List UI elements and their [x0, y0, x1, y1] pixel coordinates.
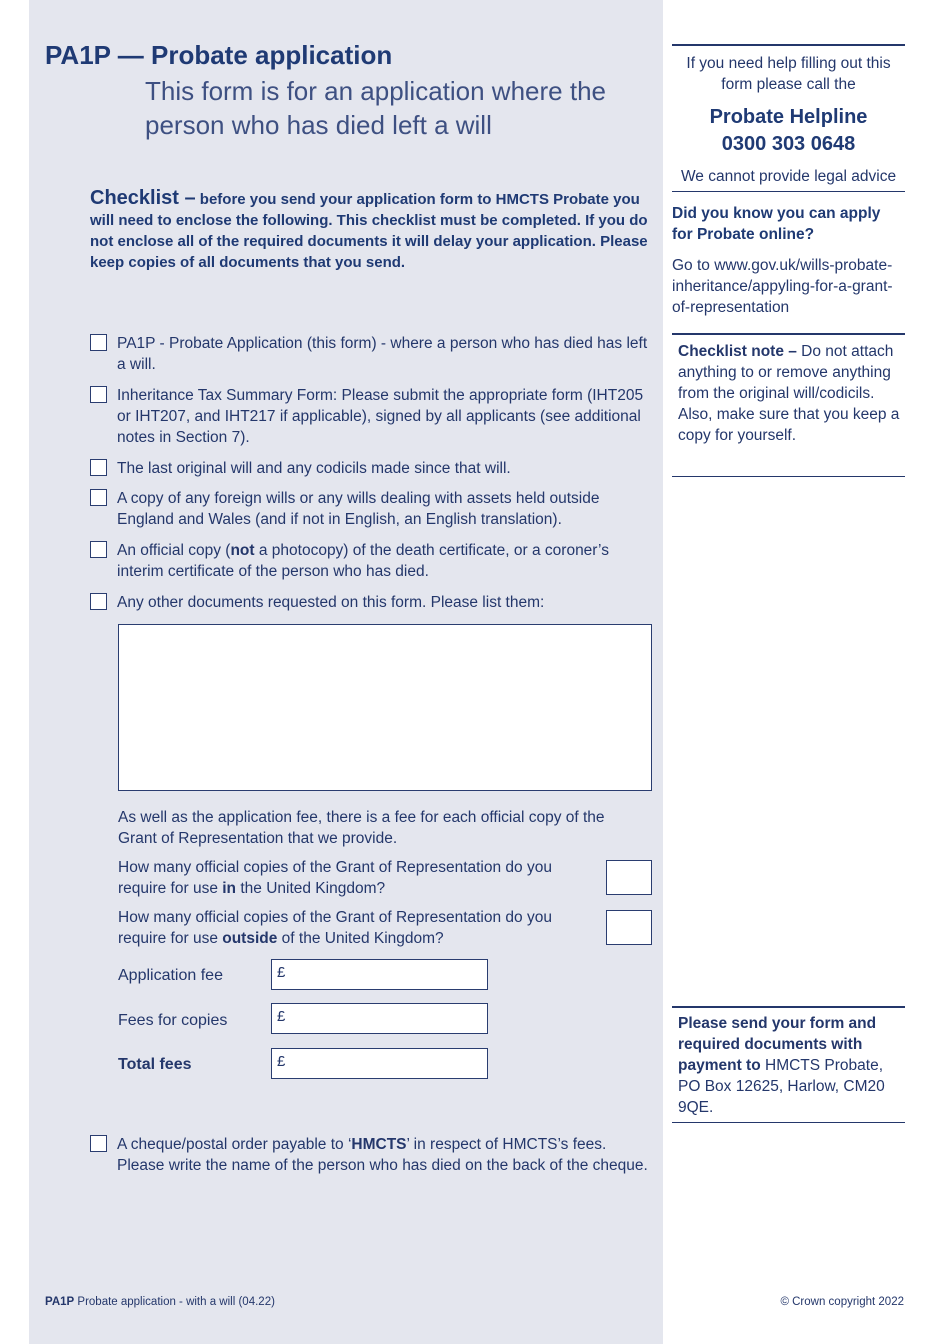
checkbox-death-certificate[interactable]: [90, 541, 107, 558]
checklist-item-text: Any other documents requested on this form. Please list them:: [117, 594, 545, 611]
online-heading: Did you know you can apply for Probate online?: [672, 205, 881, 243]
sidebar-divider: [672, 191, 905, 192]
checkbox-cheque[interactable]: [90, 1135, 107, 1152]
checklist-item: [90, 458, 650, 479]
checklist-intro-text: before you send your application form to HMCTS Probate you will need to enclose the following. This checklist must be completed. If you do not enclose all of the required documents it will delay your application. Please keep copies of all documents that you send.: [90, 191, 648, 271]
copies-outside-uk-input[interactable]: [606, 910, 652, 945]
send-address-note: Please send your form and required documents with payment to HMCTS Probate, PO Box 12625, Harlow, CM20 9QE.: [678, 1015, 885, 1116]
currency-symbol: £: [277, 1053, 286, 1070]
copies-outside-uk-label: How many official copies of the Grant of Representation do you require for use outside of the United Kingdom?: [118, 909, 552, 947]
sidebar-divider: [672, 476, 905, 477]
no-legal-advice: We cannot provide legal advice: [680, 168, 897, 185]
checklist-item-text: Inheritance Tax Summary Form: Please submit the appropriate form (IHT205 or IHT207, and IHT217 if applicable), signed by all applicants (see additional notes in Section 7).: [117, 387, 644, 446]
checkbox-other-documents[interactable]: [90, 593, 107, 610]
currency-symbol: £: [277, 964, 286, 981]
checkbox-iht-form[interactable]: [90, 386, 107, 403]
copies-in-uk-label: How many official copies of the Grant of Representation do you require for use in the United Kingdom?: [118, 859, 552, 897]
fees-intro: As well as the application fee, there is a fee for each official copy of the Grant of Representation that we provide.: [118, 809, 605, 847]
total-fees-label: Total fees: [118, 1056, 192, 1073]
checklist-note: Checklist note – Do not attach anything to or remove anything from the original will/codicils. Also, make sure that you keep a copy for yourself.: [678, 343, 900, 444]
other-documents-textarea[interactable]: [118, 624, 652, 791]
application-fee-label: Application fee: [118, 967, 223, 984]
online-link-text[interactable]: Go to www.gov.uk/wills-probate-inheritance/appyling-for-a-grant-of-representation: [672, 257, 893, 316]
currency-symbol: £: [277, 1008, 286, 1025]
sidebar-divider: [672, 1122, 905, 1123]
copies-fee-label: Fees for copies: [118, 1012, 228, 1029]
checklist-item-text: A copy of any foreign wills or any wills dealing with assets held outside England and Wales (and if not in English, an English translation).: [117, 490, 600, 528]
sidebar-divider: [672, 44, 905, 46]
sidebar-divider: [672, 1006, 905, 1008]
total-fees-input[interactable]: [271, 1048, 488, 1079]
checklist-item: [90, 488, 650, 530]
checklist-item-text: A cheque/postal order payable to ‘HMCTS’ in respect of HMCTS’s fees. Please write the name of the person who has died on the back of the cheque.: [117, 1136, 648, 1174]
checklist-item-text: PA1P - Probate Application (this form) - where a person who has died has left a will.: [117, 335, 648, 373]
checklist-item-text: An official copy (not a photocopy) of the death certificate, or a coroner’s interim certificate of the person who has died.: [117, 542, 609, 580]
helpline-name: Probate Helpline: [709, 106, 868, 128]
footer-form-reference: PA1P Probate application - with a will (04.22): [45, 1296, 275, 1308]
checklist-item: [90, 385, 650, 448]
checklist-item: [90, 333, 650, 375]
form-code: PA1P: [45, 40, 111, 70]
help-intro: If you need help filling out this form please call the: [686, 55, 891, 93]
copies-fee-input[interactable]: [271, 1003, 488, 1034]
checklist-intro: [90, 188, 650, 273]
helpline-number: 0300 303 0648: [721, 133, 856, 155]
application-fee-input[interactable]: [271, 959, 488, 990]
sidebar-divider: [672, 333, 905, 335]
checklist-item: [90, 540, 650, 582]
copies-in-uk-input[interactable]: [606, 860, 652, 895]
checkbox-pa1p-form[interactable]: [90, 334, 107, 351]
page-subtitle: This form is for an application where the person who has died left a will: [145, 76, 606, 140]
form-title: Probate application: [150, 40, 393, 70]
checkbox-foreign-wills[interactable]: [90, 489, 107, 506]
checklist-item: [90, 592, 650, 613]
page-title: [45, 40, 392, 71]
checklist-heading: Checklist –: [90, 187, 196, 209]
checklist-item-cheque: [90, 1134, 650, 1176]
footer-copyright: © Crown copyright 2022: [780, 1296, 904, 1308]
title-dash: —: [110, 40, 151, 70]
checkbox-original-will[interactable]: [90, 459, 107, 476]
checklist-item-text: The last original will and any codicils made since that will.: [117, 460, 511, 477]
